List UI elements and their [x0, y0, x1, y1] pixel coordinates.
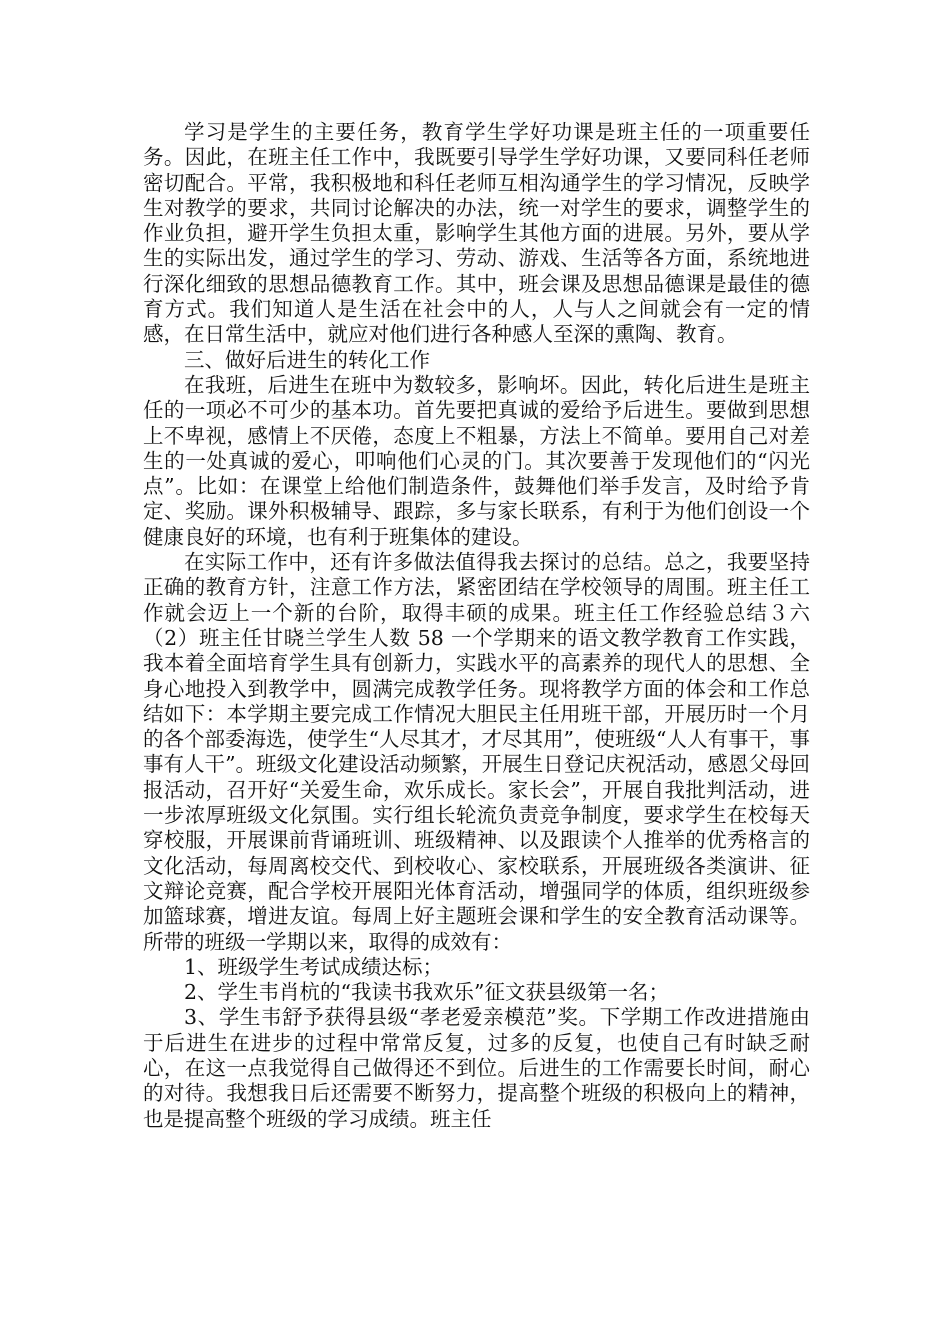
paragraph-underachievers: 在我班，后进生在班中为数较多，影响坏。因此，转化后进生是班主任的一项必不可少的基本功。首先要把真诚的爱给予后进生。要做到思想上不卑视，感情上不厌倦，态度上不粗暴，方法上不简单。要用自己对差生的一处真诚的爱心，叩响他们心灵的门。其次要善于发现他们的“闪光点”。比如：在课堂上给他们制造条件，鼓舞他们举手发言，及时给予肯定、奖励。课外积极辅导、跟踪，多与家长联系，有利于为他们创设一个健康良好的环境，也有利于班集体的建设。	[143, 372, 810, 549]
paragraph-work-summary: 在实际工作中，还有许多做法值得我去探讨的总结。总之，我要坚持正确的教育方针，注意工作方法，紧密团结在学校领导的周围。班主任工作就会迈上一个新的台阶，取得丰硕的成果。班主任工作经验总结３六（2）班主任甘晓兰学生人数 58 一个学期来的语文教学教育工作实践，我本着全面培育学生具有创新力，实践水平的高素养的现代人的思想、全身心地投入到教学中，圆满完成教学任务。现将教学方面的体会和工作总结如下：本学期主要完成工作情况大胆民主任用班干部，开展历时一个月的各个部委海选，使学生“人尽其才，才尽其用”，使班级“人人有事干，事事有人干”。班级文化建设活动频繁，开展生日登记庆祝活动，感恩父母回报活动，召开好“关爱生命，欢乐成长。家长会”，开展自我批判活动，进一步浓厚班级文化氛围。实行组长轮流负责竞争制度，要求学生在校每天穿校服，开展课前背诵班训、班级精神、以及跟读个人推举的优秀格言的文化活动，每周离校交代、到校收心、家校联系，开展班级各类演讲、征文辩论竞赛，配合学校开展阳光体育活动，增强同学的体质，组织班级参加篮球赛，增进友谊。每周上好主题班会课和学生的安全教育活动课等。所带的班级一学期以来，取得的成效有：	[143, 550, 810, 954]
achievement-item-3: 3、学生韦舒予获得县级“孝老爱亲模范”奖。下学期工作改进措施由于后进生在进步的过程中常常反复，过多的反复，也使自己有时缺乏耐心，在这一点我觉得自己做得还不到位。后进生的工作需要长时间，耐心的对待。我想我日后还需要不断努力，提高整个班级的积极向上的精神，也是提高整个班级的学习成绩。班主任	[143, 1005, 810, 1131]
section-heading-3: 三、做好后进生的转化工作	[184, 347, 430, 372]
achievement-item-1: 1、班级学生考试成绩达标；	[184, 954, 444, 979]
achievement-item-2: 2、学生韦肖杭的“我读书我欢乐”征文获县级第一名；	[184, 980, 670, 1005]
paragraph-study-task: 学习是学生的主要任务，教育学生学好功课是班主任的一项重要任务。因此，在班主任工作中，我既要引导学生学好功课，又要同科任老师密切配合。平常，我积极地和科任老师互相沟通学生的学习情况，反映学生对教学的要求，共同讨论解决的办法，统一对学生的要求，调整学生的作业负担，避开学生负担太重，影响学生其他方面的进展。另外，要从学生的实际出发，通过学生的学习、劳动、游戏、生活等各方面，系统地进行深化细致的思想品德教育工作。其中，班会课及思想品德课是最佳的德育方式。我们知道人是生活在社会中的人，人与人之间就会有一定的情感，在日常生活中，就应对他们进行各种感人至深的熏陶、教育。	[143, 120, 810, 347]
document-body	[143, 120, 810, 1132]
